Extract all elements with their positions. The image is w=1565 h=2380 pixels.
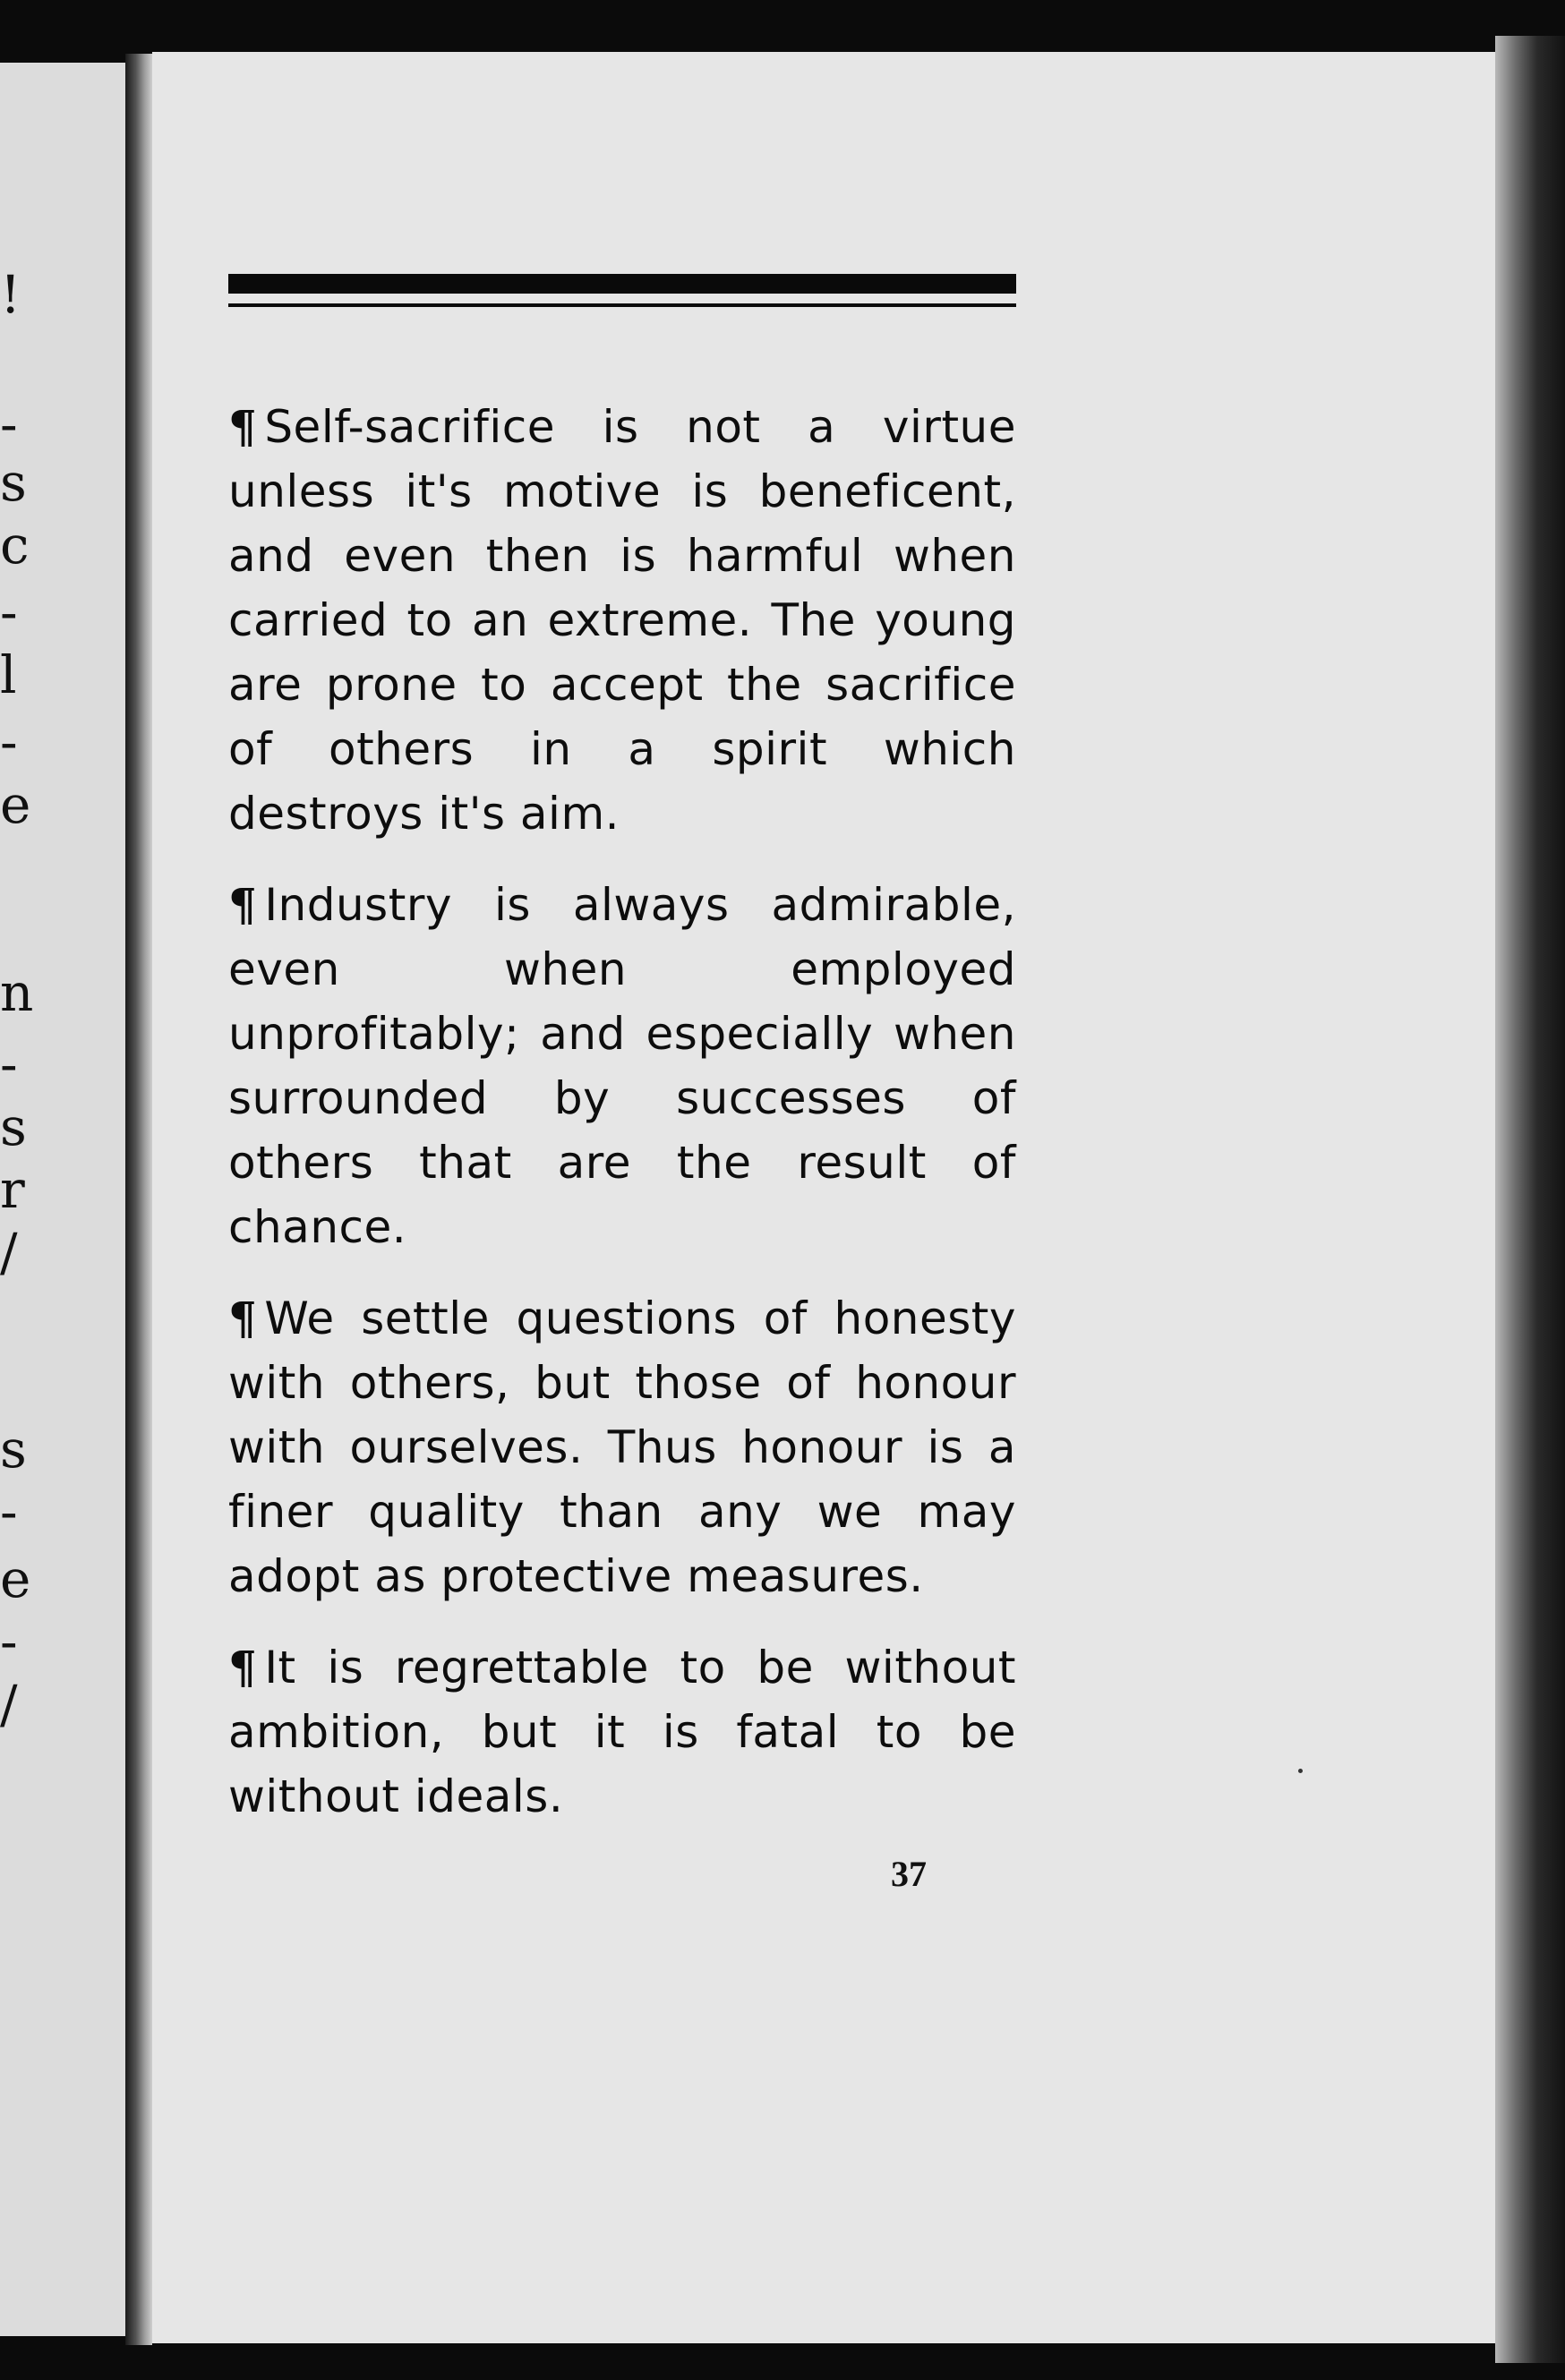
previous-page-edge	[0, 63, 125, 2336]
edge-mark: -	[0, 1034, 18, 1095]
paragraph-text: It is regrettable to be without ambition, but it is fatal to be without ideals.	[228, 1642, 1016, 1822]
book-gutter	[125, 54, 152, 2345]
edge-mark: n	[0, 962, 34, 1023]
book-page	[152, 52, 1495, 2343]
page-body	[228, 395, 1016, 1855]
pilcrow-icon: ¶	[228, 878, 258, 931]
edge-mark: -	[0, 582, 18, 643]
paragraph	[228, 873, 1016, 1259]
book-block-edge	[1495, 36, 1565, 2363]
edge-mark: -	[0, 1611, 18, 1672]
paragraph	[228, 1635, 1016, 1829]
edge-mark: !	[0, 264, 21, 325]
paragraph	[228, 395, 1016, 846]
paragraph-text: We settle questions of honesty with others, but those of honour with ourselves. Thus honour is a finer quality than any we may adopt as protective measures.	[228, 1292, 1016, 1602]
page-number: 37	[891, 1854, 927, 1894]
edge-mark: /	[0, 1674, 18, 1735]
paragraph	[228, 1286, 1016, 1608]
edge-mark: s	[0, 1419, 27, 1480]
edge-mark: -	[0, 712, 18, 772]
edge-mark: -	[0, 1481, 18, 1542]
paragraph-text: Self-sacrifice is not a virtue unless it's motive is beneficent, and even then is harmful when carried to an extreme. The young are prone to accept the sacrifice of others in a spirit which destroys it's aim.	[228, 401, 1016, 840]
edge-mark: -	[0, 394, 18, 455]
edge-mark: c	[0, 515, 30, 576]
edge-mark: /	[0, 1222, 18, 1283]
header-rule-thick	[228, 274, 1016, 294]
edge-mark: s	[0, 452, 27, 513]
edge-mark: e	[0, 1548, 31, 1609]
pilcrow-icon: ¶	[228, 1292, 258, 1344]
header-rule-thin	[228, 303, 1016, 307]
edge-mark: l	[0, 644, 17, 705]
pilcrow-icon: ¶	[228, 1641, 258, 1693]
paragraph-text: Industry is always admirable, even when employed unprofitably; and especially when surrounded by successes of others that are the result of chance.	[228, 879, 1016, 1253]
edge-mark: r	[0, 1159, 25, 1220]
edge-mark: s	[0, 1096, 27, 1157]
edge-mark: e	[0, 774, 31, 835]
scan-speck	[1298, 1769, 1303, 1773]
pilcrow-icon: ¶	[228, 400, 258, 453]
